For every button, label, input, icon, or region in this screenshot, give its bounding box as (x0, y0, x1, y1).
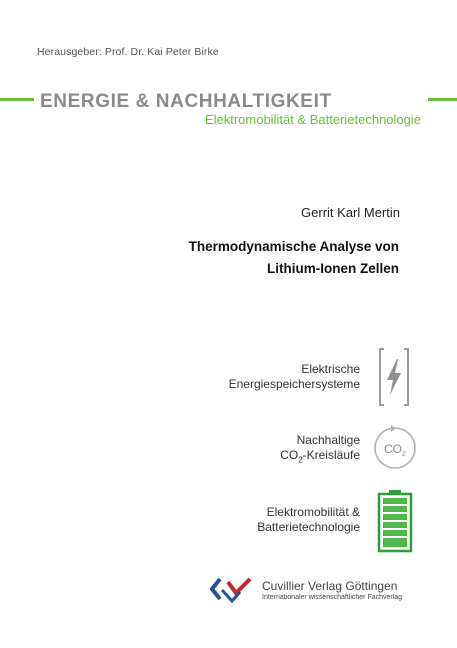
co2-text: CO (280, 448, 299, 462)
book-title (189, 236, 399, 280)
full-battery-icon (377, 489, 413, 553)
book-title-line-1: Thermodynamische Analyse von (188, 239, 399, 254)
co2-icon-text: CO (384, 442, 402, 456)
series-title: ENERGIE & NACHHALTIGKEIT (40, 91, 332, 112)
feature-energy-storage (229, 362, 360, 392)
book-title-line-2: Lithium-Ionen Zellen (267, 261, 399, 276)
lightning-battery-icon (377, 347, 411, 407)
feature-1-line-2: Energiespeichersysteme (228, 377, 360, 391)
feature-co2-cycles (280, 433, 360, 467)
feature-3-line-2: Batterietechnologie (257, 520, 360, 534)
publisher-name: Cuvillier Verlag Göttingen (262, 579, 398, 593)
right-accent-bar (428, 98, 457, 101)
cuvillier-logo-icon (210, 576, 256, 604)
series-subtitle: Elektromobilität & Batterietechnologie (204, 112, 421, 127)
editor-line: Herausgeber: Prof. Dr. Kai Peter Birke (37, 46, 219, 58)
feature-2-line-2 (280, 448, 360, 467)
co2-subscript: 2 (298, 455, 303, 465)
feature-2-line-1: Nachhaltige (296, 433, 360, 447)
feature-1-line-1: Elektrische (301, 362, 360, 376)
co2-cycle-icon (371, 424, 419, 472)
feature-emobility (257, 505, 360, 535)
feature-3-line-1: Elektromobilität & (266, 505, 360, 519)
cycle-text: -Kreisläufe (302, 448, 360, 462)
left-accent-bar (0, 98, 34, 101)
author-name: Gerrit Karl Mertin (301, 205, 400, 220)
publisher-tagline: Internationaler wissenschaftlicher Fachverlag (262, 594, 403, 601)
co2-icon-sub: 2 (402, 451, 406, 458)
